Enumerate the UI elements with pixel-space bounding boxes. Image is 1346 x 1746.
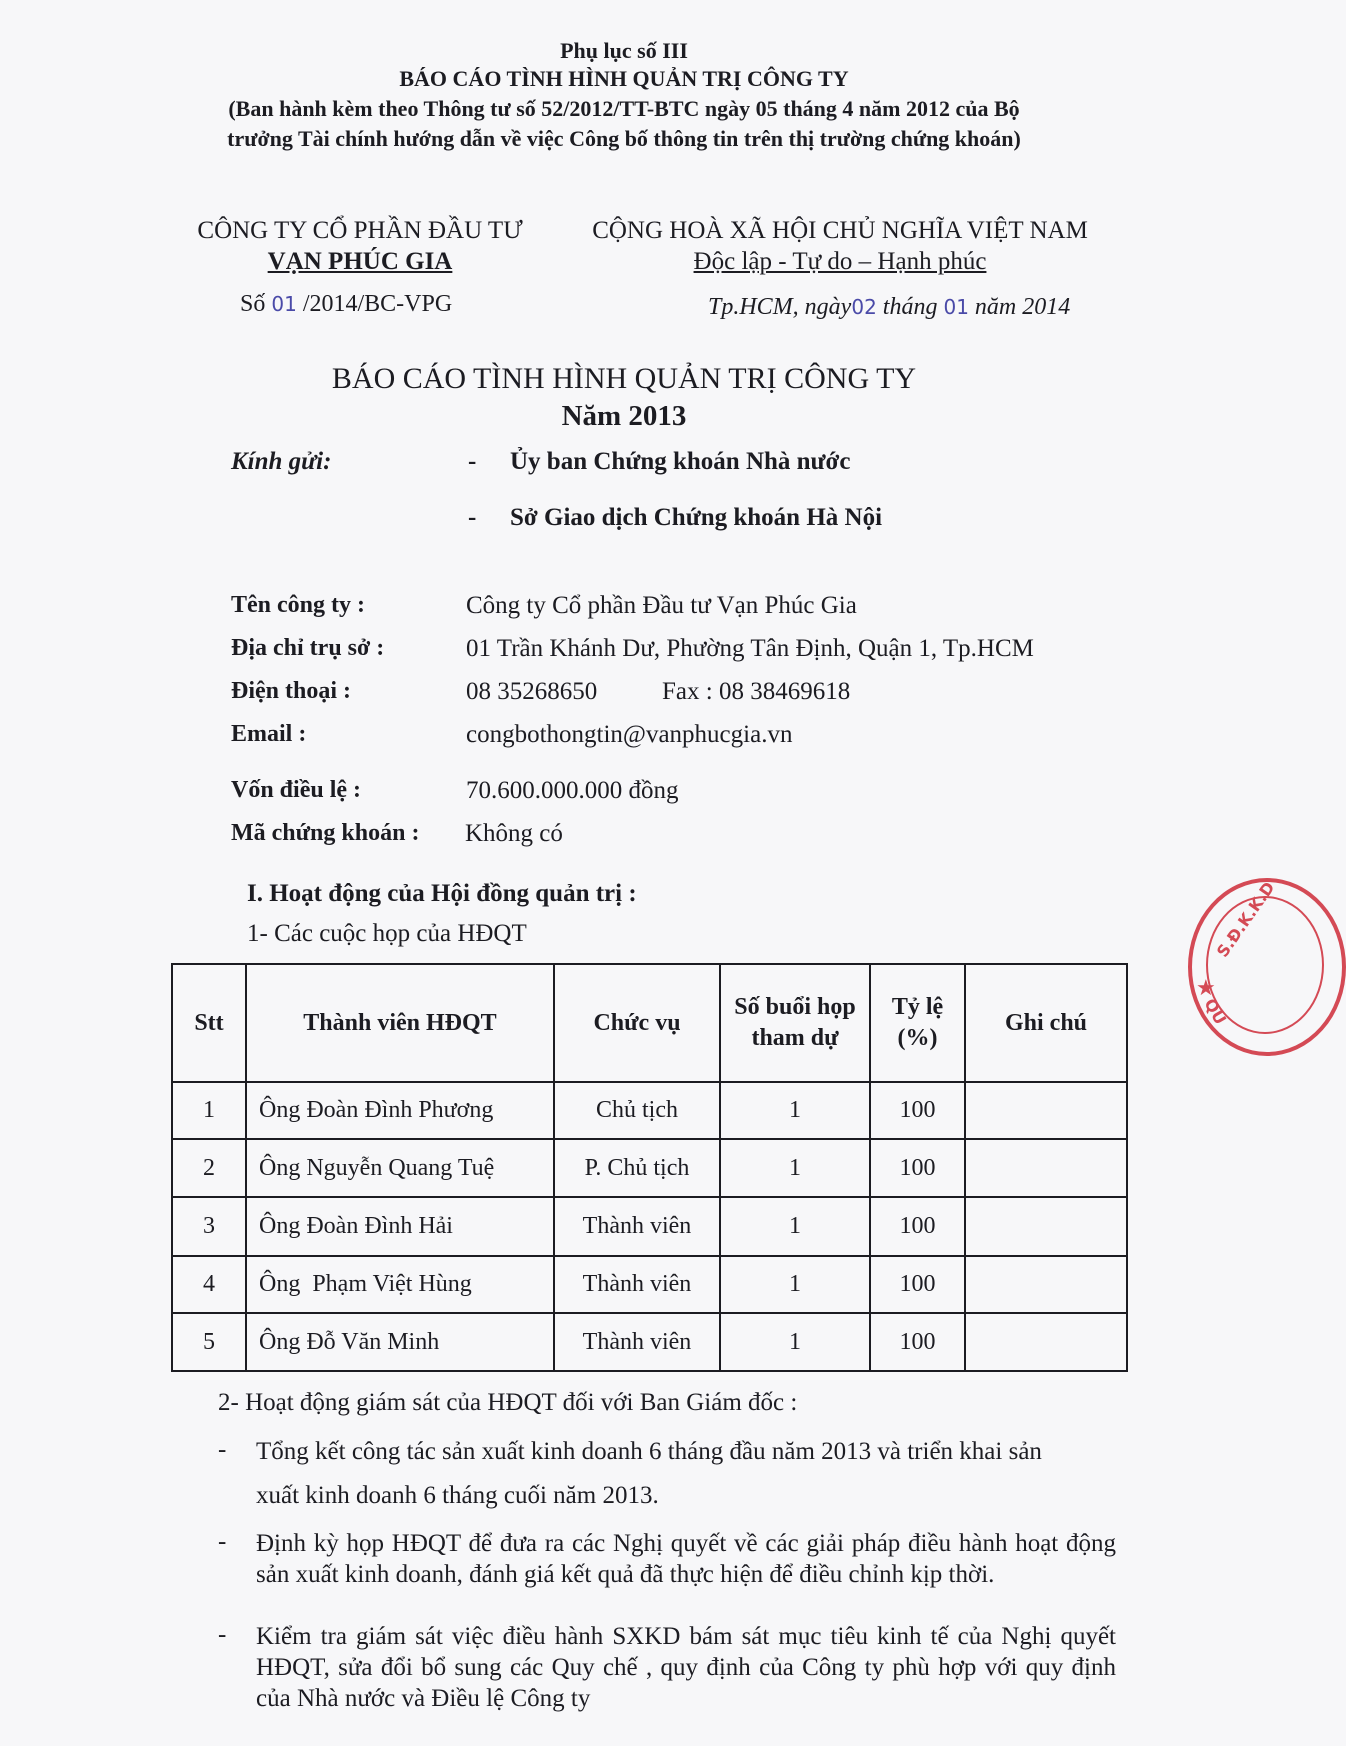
- cell-position: Chủ tịch: [554, 1082, 720, 1139]
- company-stamp: [1188, 878, 1346, 1056]
- appendix-note-line1: (Ban hành kèm theo Thông tư số 52/2012/TT-BTC ngày 05 tháng 4 năm 2012 của Bộ: [228, 96, 1020, 121]
- phone-label: Điện thoại :: [231, 678, 351, 704]
- cell-position: P. Chủ tịch: [554, 1139, 720, 1197]
- company-name-line1: CÔNG TY CỔ PHẦN ĐẦU TƯ: [197, 217, 523, 244]
- table-header-row: [172, 964, 1127, 1082]
- date-year: năm 2014: [974, 294, 1071, 320]
- doc-no-handwritten: 01: [271, 292, 297, 316]
- stock-code-value: Không có: [465, 820, 563, 847]
- recipients-label: Kính gửi:: [231, 448, 332, 475]
- appendix-note-line2: trưởng Tài chính hướng dẫn về việc Công bố thông tin trên thị trường chứng khoán): [227, 126, 1021, 151]
- bullet-2: Định kỳ họp HĐQT để đưa ra các Nghị quyết về các giải pháp điều hành hoạt động sản xuất kinh doanh, đánh giá kết quả đã thực hiện để điều chỉnh kịp thời.: [256, 1530, 1116, 1588]
- cell-stt: 3: [172, 1197, 246, 1256]
- table-row: [172, 1139, 1127, 1197]
- bullet-1-line1: Tổng kết công tác sản xuất kinh doanh 6 tháng đầu năm 2013 và triển khai sản: [256, 1438, 1042, 1465]
- date-day-handwritten: 02: [851, 295, 877, 319]
- nation-title: CỘNG HOÀ XÃ HỘI CHỦ NGHĨA VIỆT NAM: [592, 217, 1088, 244]
- doc-no-suffix: /2014/BC-VPG: [302, 291, 453, 317]
- report-title: BÁO CÁO TÌNH HÌNH QUẢN TRỊ CÔNG TY: [331, 362, 917, 395]
- cell-member: Ông Đỗ Văn Minh: [246, 1313, 554, 1371]
- address-label: Địa chỉ trụ sở :: [231, 635, 385, 661]
- cell-ratio: 100: [870, 1313, 965, 1371]
- doc-no-prefix: Số: [240, 291, 266, 317]
- company-name-value: Công ty Cổ phần Đầu tư Vạn Phúc Gia: [466, 592, 857, 619]
- email-value: congbothongtin@vanphucgia.vn: [466, 721, 793, 748]
- stock-code-label: Mã chứng khoán :: [231, 820, 420, 846]
- cell-sessions: 1: [720, 1197, 870, 1256]
- table-row: [172, 1197, 1127, 1256]
- cell-member: Ông Đoàn Đình Phương: [246, 1082, 554, 1139]
- cell-note: [965, 1082, 1127, 1139]
- stamp-text-top: S.Đ.K.K.D: [1212, 878, 1279, 961]
- document-date: [708, 294, 1070, 321]
- document-number: [240, 291, 452, 318]
- board-meetings-table: [171, 963, 1128, 1372]
- appendix-title: BÁO CÁO TÌNH HÌNH QUẢN TRỊ CÔNG TY: [399, 66, 849, 91]
- cell-note: [965, 1139, 1127, 1197]
- stamp-text-bottom: QU: [1200, 995, 1231, 1028]
- table-row: [172, 1256, 1127, 1313]
- cell-member: Ông Đoàn Đình Hải: [246, 1197, 554, 1256]
- stamp-star-icon: ★: [1196, 976, 1216, 1001]
- cell-stt: 2: [172, 1139, 246, 1197]
- company-name-line2: VẠN PHÚC GIA: [267, 248, 453, 275]
- cell-sessions: 1: [720, 1313, 870, 1371]
- nation-motto: Độc lập - Tự do – Hạnh phúc: [693, 248, 987, 275]
- table-header-note: Ghi chú: [965, 964, 1127, 1082]
- bullet-3: Kiểm tra giám sát việc điều hành SXKD bám sát mục tiêu kinh tế của Nghị quyết HĐQT, sửa đổi bổ sung các Quy chế , quy định của Công ty phù hợp với quy định của Nhà nước và Điều lệ Công ty: [256, 1623, 1116, 1712]
- bullet-dash-3: -: [218, 1621, 227, 1648]
- date-month-handwritten: 01: [943, 295, 969, 319]
- recipient-dash-1: -: [468, 448, 477, 475]
- email-label: Email :: [231, 721, 307, 747]
- recipient-1: Ủy ban Chứng khoán Nhà nước: [510, 448, 851, 475]
- cell-ratio: 100: [870, 1139, 965, 1197]
- bullet-dash-2: -: [218, 1528, 227, 1555]
- cell-position: Thành viên: [554, 1197, 720, 1256]
- table-row: [172, 1313, 1127, 1371]
- cell-sessions: 1: [720, 1082, 870, 1139]
- cell-note: [965, 1313, 1127, 1371]
- section-1-sub1: 1- Các cuộc họp của HĐQT: [247, 920, 527, 947]
- cell-stt: 5: [172, 1313, 246, 1371]
- table-header-member: Thành viên HĐQT: [246, 964, 554, 1082]
- cell-ratio: 100: [870, 1256, 965, 1313]
- fax-value: Fax : 08 38469618: [662, 678, 851, 705]
- cell-note: [965, 1197, 1127, 1256]
- report-year: Năm 2013: [561, 400, 687, 432]
- cell-position: Thành viên: [554, 1256, 720, 1313]
- table-header-ratio: Tỷ lệ (%): [870, 964, 965, 1082]
- table-header-sessions: Số buổi họp tham dự: [720, 964, 870, 1082]
- cell-position: Thành viên: [554, 1313, 720, 1371]
- capital-value: 70.600.000.000 đồng: [466, 777, 679, 804]
- cell-sessions: 1: [720, 1139, 870, 1197]
- cell-member: Ông Nguyễn Quang Tuệ: [246, 1139, 554, 1197]
- section-1-sub2: 2- Hoạt động giám sát của HĐQT đối với Ban Giám đốc :: [218, 1389, 798, 1416]
- cell-stt: 1: [172, 1082, 246, 1139]
- date-month-label: tháng: [882, 294, 938, 320]
- cell-note: [965, 1256, 1127, 1313]
- bullet-1-line2: xuất kinh doanh 6 tháng cuối năm 2013.: [256, 1482, 659, 1509]
- cell-ratio: 100: [870, 1082, 965, 1139]
- cell-sessions: 1: [720, 1256, 870, 1313]
- table-row: [172, 1082, 1127, 1139]
- recipient-2: Sở Giao dịch Chứng khoán Hà Nội: [510, 504, 883, 531]
- company-name-label: Tên công ty :: [231, 592, 365, 618]
- date-prefix: Tp.HCM, ngày: [708, 294, 852, 320]
- cell-ratio: 100: [870, 1197, 965, 1256]
- appendix-number: Phụ lục số III: [560, 38, 688, 63]
- cell-stt: 4: [172, 1256, 246, 1313]
- table-header-position: Chức vụ: [554, 964, 720, 1082]
- table-header-stt: Stt: [172, 964, 246, 1082]
- address-value: 01 Trần Khánh Dư, Phường Tân Định, Quận 1, Tp.HCM: [466, 635, 1034, 662]
- phone-value: 08 35268650: [466, 678, 598, 705]
- recipient-dash-2: -: [468, 504, 477, 531]
- section-1-heading: I. Hoạt động của Hội đồng quản trị :: [247, 880, 637, 907]
- capital-label: Vốn điều lệ :: [231, 777, 362, 803]
- bullet-dash-1: -: [218, 1436, 227, 1463]
- cell-member: Ông Phạm Việt Hùng: [246, 1256, 554, 1313]
